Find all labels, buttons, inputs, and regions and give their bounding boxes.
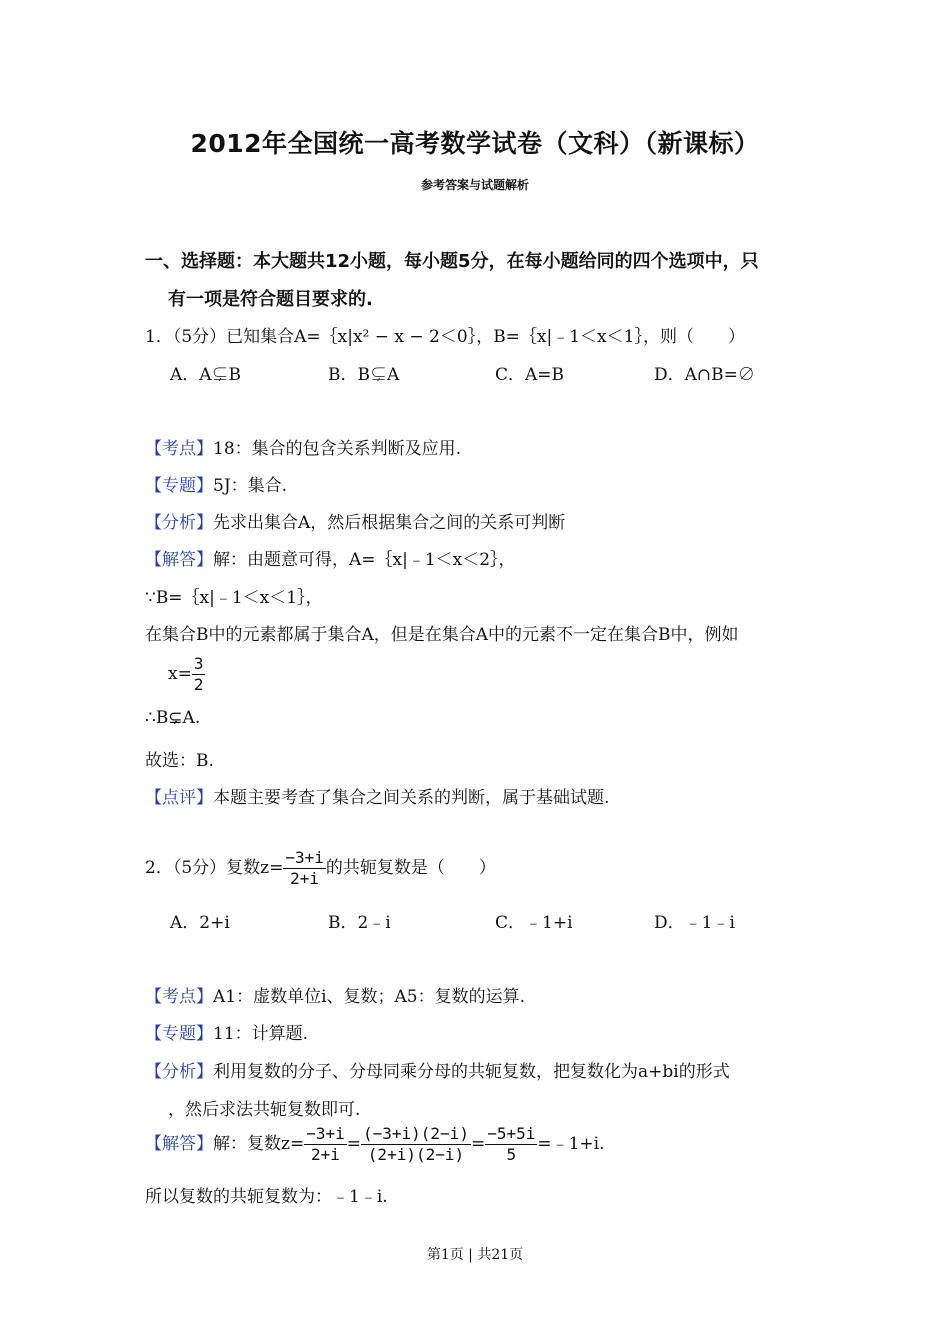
equals-sign: = (346, 1134, 361, 1154)
fraction-denominator: 2+i (290, 869, 320, 888)
fraction-denominator: (2+i)(2−i) (367, 1145, 465, 1164)
dianping-tag: 【点评】 (145, 788, 213, 808)
fraction-denominator: 2+i (311, 1145, 340, 1164)
q2-option-b: B．2﹣i (328, 913, 391, 933)
fraction-numerator: −5+5i (487, 1124, 536, 1143)
q1-line-d: ∴B⊊A. (145, 708, 201, 728)
fenxi-tag: 【分析】 (145, 1062, 213, 1082)
q1-line-c: 在集合B中的元素都属于集合A，但是在集合A中的元素不一定在集合B中，例如 (145, 625, 739, 645)
x-prefix: x= (168, 664, 192, 684)
q2-zhuanti (145, 1019, 308, 1044)
page-subtitle: 参考答案与试题解析 (420, 178, 529, 192)
jieda-text: 解：复数z= (213, 1134, 305, 1154)
fenxi-text: 先求出集合A，然后根据集合之间的关系可判断 (213, 513, 566, 533)
q2-option-a: A．2+i (170, 913, 230, 933)
fenxi-text: 利用复数的分子、分母同乘分母的共轭复数，把复数化为a+bi的形式 (213, 1062, 730, 1082)
q2-stem (145, 848, 496, 889)
jieda-tag: 【解答】 (145, 550, 213, 570)
q1-option-d: D．A∩B=∅ (654, 365, 755, 385)
q1-stem: 1．（5分）已知集合A=｛x|x² − x − 2＜0｝，B=｛x|﹣1＜x＜1｝，则（ ） (145, 327, 745, 347)
kaodian-text: 18：集合的包含关系判断及应用. (213, 439, 462, 459)
q2-fenxi (145, 1057, 730, 1082)
fraction-numerator: −3+i (306, 1124, 345, 1143)
q1-line-e: 故选：B. (145, 751, 214, 771)
q2-option-d: D．﹣1﹣i (654, 913, 735, 933)
q2-last-line: 所以复数的共轭复数为：﹣1﹣i. (145, 1187, 388, 1207)
section-heading-line1: 一、选择题：本大题共12小题，每小题5分，在每小题给同的四个选项中，只 (145, 251, 759, 272)
q1-example-x (168, 654, 205, 695)
q2-kaodian (145, 982, 525, 1007)
zhuanti-text: 5J：集合. (213, 476, 288, 496)
fraction-numerator: (−3+i)(2−i) (362, 1124, 469, 1143)
fraction-numerator: −3+i (285, 848, 324, 867)
fraction-numerator: 3 (193, 654, 204, 673)
jieda-fraction-1 (304, 1124, 347, 1165)
fraction-3-2 (192, 654, 206, 695)
kaodian-text: A1：虚数单位i、复数；A5：复数的运算. (213, 987, 526, 1007)
q1-fenxi (145, 508, 565, 533)
q1-jieda (145, 545, 516, 570)
page-footer: 第1页 | 共21页 (426, 1247, 524, 1263)
fraction-denominator: 5 (506, 1145, 517, 1164)
zhuanti-tag: 【专题】 (145, 1024, 213, 1044)
fenxi-tag: 【分析】 (145, 513, 213, 533)
kaodian-tag: 【考点】 (145, 439, 213, 459)
jieda-fraction-2 (361, 1124, 471, 1165)
q1-kaodian (145, 434, 461, 459)
q2-fenxi-continued: ，然后求法共轭复数即可. (168, 1100, 361, 1120)
q1-zhuanti (145, 471, 287, 496)
q1-option-c: C．A=B (495, 365, 565, 385)
q2-stem-fraction (283, 848, 326, 889)
jieda-tag: 【解答】 (145, 1134, 213, 1154)
kaodian-tag: 【考点】 (145, 987, 213, 1007)
q2-stem-a: 2．（5分）复数z= (145, 858, 284, 878)
jieda-fraction-3 (485, 1124, 537, 1165)
q1-option-a: A．A⊊B (170, 365, 242, 385)
q2-stem-b: 的共轭复数是（ ） (325, 858, 496, 878)
q2-jieda (145, 1124, 605, 1165)
q1-option-b: B．B⊊A (328, 365, 400, 385)
q1-line-b: ∵B=｛x|﹣1＜x＜1｝， (145, 588, 323, 608)
dianping-text: 本题主要考查了集合之间关系的判断，属于基础试题. (213, 788, 610, 808)
section-heading-line2: 有一项是符合题目要求的. (168, 289, 373, 310)
fraction-denominator: 2 (193, 675, 204, 694)
jieda-result: =﹣1+i. (537, 1134, 605, 1154)
q2-option-c: C．﹣1+i (495, 913, 573, 933)
jieda-text: 解：由题意可得，A=｛x|﹣1＜x＜2｝， (213, 550, 516, 570)
equals-sign: = (470, 1134, 486, 1154)
q1-dianping (145, 783, 609, 808)
zhuanti-tag: 【专题】 (145, 476, 213, 496)
page-title: 2012年全国统一高考数学试卷（文科）（新课标） (190, 129, 760, 158)
zhuanti-text: 11：计算题. (213, 1024, 309, 1044)
